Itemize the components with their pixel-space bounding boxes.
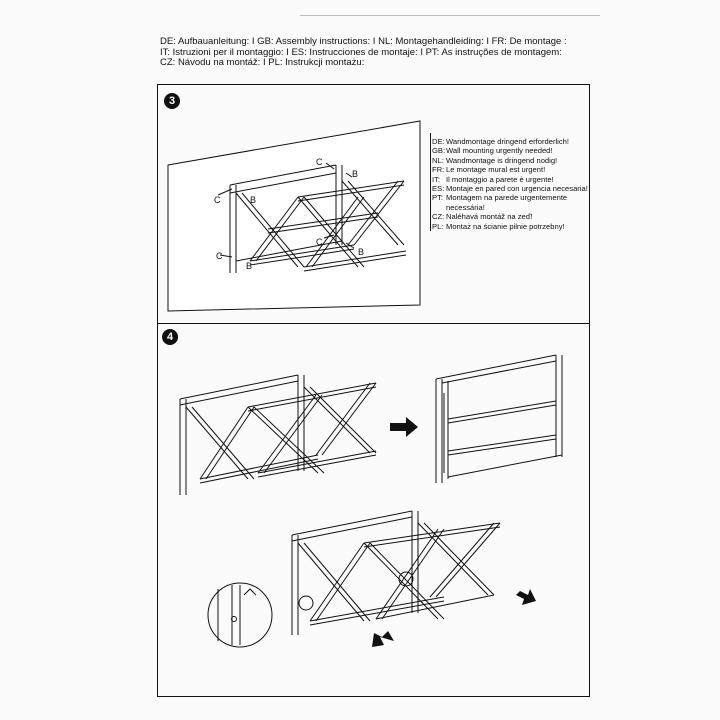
instructions-header — [160, 37, 600, 69]
warning-lang: CZ: — [432, 212, 445, 222]
warning-lang: DE: — [432, 137, 445, 146]
drying-rack-drawing — [436, 355, 562, 483]
warning-text: Montaż na ścianie pilnie potrzebny! — [446, 221, 565, 231]
warning-row — [432, 137, 590, 146]
step-3-panel — [158, 85, 589, 324]
warning-text: Wandmontage is dringend nodig! — [446, 155, 558, 165]
step-3-number: 3 — [164, 93, 180, 109]
warning-text: Montagem na parede urgentemente necessária! — [446, 193, 568, 212]
warning-lang: ES: — [432, 184, 445, 194]
warning-text: Le montage mural est urgent! — [446, 165, 546, 175]
label-c-left-top: C — [214, 195, 221, 205]
header-line-3: CZ: Návodu na montáž: I PL: Instrukcji montażu: — [160, 57, 365, 68]
warning-text: Montaje en pared con urgencia necesaria! — [446, 184, 588, 194]
arrow-left-icon — [372, 631, 394, 647]
warning-lang: NL: — [432, 155, 444, 165]
label-b-left-bottom: B — [246, 261, 253, 271]
warning-row — [432, 212, 590, 221]
warning-divider — [430, 133, 431, 231]
step-4-number: 4 — [162, 329, 178, 345]
arrow-left-icon — [516, 589, 536, 605]
warning-row — [432, 156, 590, 165]
header-line-1: DE: Aufbauanleitung: I GB: Assembly instructions: I NL: Montagehandleiding: I FR: De montage : — [160, 36, 567, 47]
drying-rack-drawing — [292, 511, 500, 635]
warning-row — [432, 222, 590, 231]
warning-text: Wall mounting urgently needed! — [446, 146, 553, 156]
warning-lang: GB: — [432, 146, 446, 156]
warning-lang: FR: — [432, 165, 445, 175]
label-b-left-top: B — [250, 195, 257, 205]
header-line-2: IT: Istruzioni per il montaggio: I ES: Instrucciones de montaje: I PT: As instruções de montagem: — [160, 46, 562, 58]
warning-lang: PT: — [432, 193, 443, 203]
warning-text: Naléhavá montáž na zeď! — [446, 212, 533, 222]
wall-plate-drawing — [208, 583, 272, 647]
instruction-frame — [157, 84, 590, 697]
step-4-panel — [158, 323, 589, 695]
drying-rack-drawing — [180, 375, 376, 495]
warning-lang: PL: — [432, 221, 444, 231]
warning-row — [432, 175, 590, 184]
warning-text: Il montaggio a parete è urgente! — [446, 174, 554, 184]
label-b-right-bottom: B — [358, 247, 365, 257]
arrow-right-icon — [390, 417, 418, 437]
warning-row — [432, 184, 590, 193]
detail-circle-icon — [299, 596, 313, 610]
warning-list — [432, 137, 590, 231]
top-rule — [300, 15, 600, 16]
warning-row — [432, 165, 590, 174]
label-b-right-top: B — [352, 169, 359, 179]
warning-lang: IT: — [432, 174, 441, 184]
wall-plate-drawing — [168, 121, 420, 311]
warning-row — [432, 193, 590, 212]
label-c-right-top: C — [316, 157, 323, 167]
warning-text: Wandmontage dringend erforderlich! — [446, 137, 569, 146]
step-4-drawing — [158, 323, 591, 695]
warning-row — [432, 146, 590, 155]
label-c-left-bottom: C — [216, 251, 223, 261]
label-c-right-bottom: C — [316, 237, 323, 247]
